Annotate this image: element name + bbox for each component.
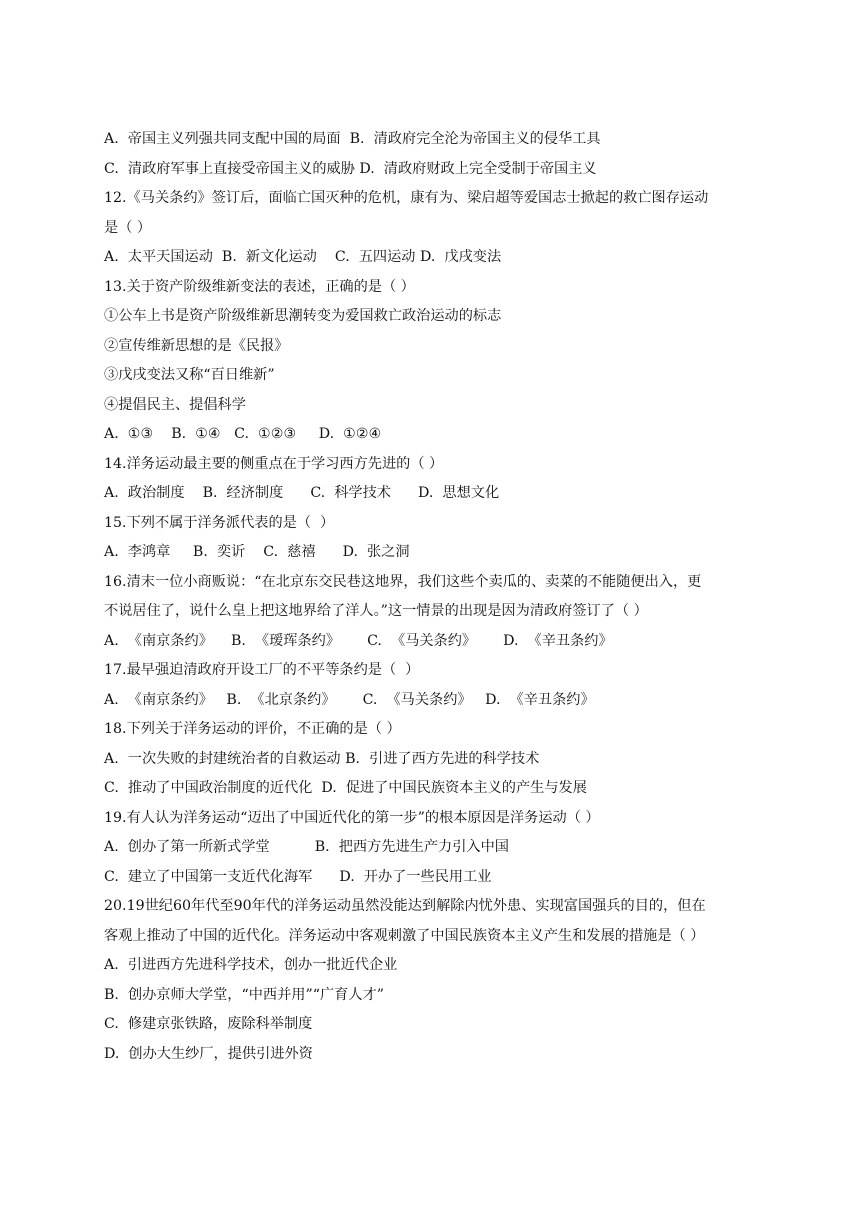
q18-options-cd: C. 推动了中国政治制度的近代化 D. 促进了中国民族资本主义的产生与发展: [104, 780, 587, 796]
q15-options: A. 李鸿章 B. 奕䜣 C. 慈禧 D. 张之洞: [104, 544, 410, 560]
q15-stem: 15.下列不属于洋务派代表的是（ ）: [104, 515, 335, 531]
q20-option-d: D. 创办大生纱厂，提供引进外资: [104, 1046, 313, 1062]
q16-stem-line2: 不说居住了，说什么皇上把这地界给了洋人。”这一情景的出现是因为清政府签订了（ ）: [104, 603, 648, 619]
q11-options-cd: C. 清政府军事上直接受帝国主义的威胁 D. 清政府财政上完全受制于帝国主义: [104, 161, 597, 177]
q19-options-cd: C. 建立了中国第一支近代化海军 D. 开办了一些民用工业: [104, 869, 492, 885]
q13-options: A. ①③ B. ①④ C. ①②③ D. ①②④: [104, 426, 382, 442]
q11-options-ab: A. 帝国主义列强共同支配中国的局面 B. 清政府完全沦为帝国主义的侵华工具: [104, 131, 601, 147]
q20-option-a: A. 引进西方先进科学技术，创办一批近代企业: [104, 957, 398, 973]
q16-options: A. 《南京条约》 B. 《瑷珲条约》 C. 《马关条约》 D. 《辛丑条约》: [104, 633, 613, 649]
q18-stem: 18.下列关于洋务运动的评价，不正确的是（ ）: [104, 721, 401, 737]
q14-stem: 14.洋务运动最主要的侧重点在于学习西方先进的（ ）: [104, 456, 444, 472]
q19-options-ab: A. 创办了第一所新式学堂 B. 把西方先进生产力引入中国: [104, 839, 509, 855]
q20-stem-line2: 客观上推动了中国的近代化。洋务运动中客观刺激了中国民族资本主义产生和发展的措施是（ ）: [104, 928, 705, 944]
q17-stem: 17.最早强迫清政府开设工厂的不平等条约是（ ）: [104, 662, 420, 678]
q13-item-1: ①公车上书是资产阶级维新思潮转变为爱国救亡政治运动的标志: [104, 308, 502, 324]
q18-options-ab: A. 一次失败的封建统治者的自救运动 B. 引进了西方先进的科学技术: [104, 751, 540, 767]
q12-stem-line2: 是（ ）: [104, 220, 152, 236]
q20-stem-line1: 20.19世纪60年代至90年代的洋务运动虽然没能达到解除内忧外患、实现富国强兵的目的，但在: [104, 898, 706, 914]
q13-item-3: ③戊戌变法又称“百日维新”: [104, 367, 275, 383]
q12-options: A. 太平天国运动 B. 新文化运动 C. 五四运动 D. 戊戌变法: [104, 249, 502, 265]
q13-item-2: ②宣传维新思想的是《民报》: [104, 338, 289, 354]
q16-stem-line1: 16.清末一位小商贩说：“在北京东交民巷这地界，我们这些个卖瓜的、卖菜的不能随便出入，更: [104, 574, 702, 590]
q17-options: A. 《南京条约》 B. 《北京条约》 C. 《马关条约》 D. 《辛丑条约》: [104, 692, 595, 708]
q20-option-c: C. 修建京张铁路，废除科举制度: [104, 1016, 313, 1032]
q19-stem: 19.有人认为洋务运动“迈出了中国近代化的第一步”的根本原因是洋务运动（ ）: [104, 810, 600, 826]
q14-options: A. 政治制度 B. 经济制度 C. 科学技术 D. 思想文化: [104, 485, 500, 501]
q13-item-4: ④提倡民主、提倡科学: [104, 397, 246, 413]
q13-stem: 13.关于资产阶级维新变法的表述，正确的是（ ）: [104, 279, 415, 295]
q12-stem-line1: 12.《马关条约》签订后，面临亡国灭种的危机，康有为、梁启超等爱国志士掀起的救亡图存运动: [104, 190, 709, 206]
q20-option-b: B. 创办京师大学堂，“中西并用”“广育人才”: [104, 987, 384, 1003]
